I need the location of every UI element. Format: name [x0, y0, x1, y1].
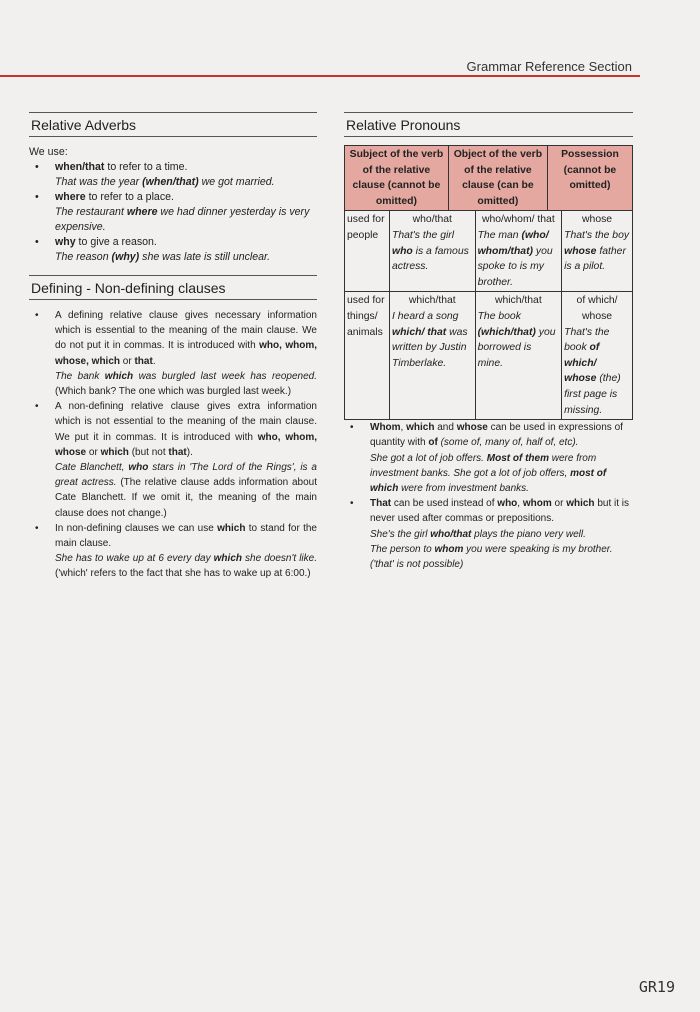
list-item: • where to refer to a place. The restaurant where we had dinner yesterday is very expensive.	[29, 190, 317, 235]
list-item: • why to give a reason. The reason (why) she was late is still unclear.	[29, 235, 317, 265]
pronoun-notes	[344, 420, 633, 572]
defining-heading: Defining - Non-defining clauses	[29, 275, 317, 300]
adverbs-intro: We use:	[29, 146, 68, 158]
page-number: GR19	[638, 978, 675, 996]
row-label: used for people	[345, 211, 390, 292]
row-label: used for things/ animals	[345, 292, 390, 420]
defining-list	[29, 308, 317, 582]
table-cell: whose That's the boy whose father is a pilot.	[562, 211, 633, 292]
table-cell: which/that I heard a song which/ that was written by Justin Timberlake.	[390, 292, 476, 420]
table-header-cell: Object of the verb of the relative clause (can be omitted)	[448, 146, 547, 211]
adverbs-list	[29, 160, 317, 265]
table-row	[345, 292, 633, 420]
list-item: • Whom, which and whose can be used in expressions of quantity with of (some of, many of, half of, etc). She got a lot of job offers. Most of them were from investment banks. She got a lot of job offers, most of which were from investment banks.	[344, 420, 633, 496]
list-item: • That can be used instead of who, whom or which but it is never used after commas or prepositions. She's the girl who/that plays the piano very well. The person to whom you were speaking is my brother. ('that' is not possible)	[344, 496, 633, 572]
header-rule	[0, 75, 640, 77]
table-header-cell: Subject of the verb of the relative clause (cannot be omitted)	[345, 146, 449, 211]
left-column	[29, 112, 317, 582]
relative-pronouns-heading: Relative Pronouns	[344, 112, 633, 137]
table-row	[345, 211, 633, 292]
list-item: • A defining relative clause gives necessary information which is essential to the meaning of the main clause. We do not put it in commas. It is introduced with who, whom, whose, which or that. The bank which was burgled last week has reopened. (Which bank? The one which was burgled last week.)	[29, 308, 317, 399]
table-cell: who/whom/ that The man (who/ whom/that) you spoke to is my brother.	[475, 211, 562, 292]
table-header-row	[345, 146, 633, 211]
relative-pronouns-table	[344, 145, 633, 211]
list-item: • In non-defining clauses we can use which to stand for the main clause. She has to wake up at 6 every day which she doesn't like. ('which' refers to the fact that she has to wake up at 6:00.)	[29, 521, 317, 582]
table-cell: which/that The book (which/that) you borrowed is mine.	[475, 292, 562, 420]
table-cell: who/that That's the girl who is a famous actress.	[390, 211, 476, 292]
section-title: Grammar Reference Section	[466, 59, 632, 74]
relative-adverbs-heading: Relative Adverbs	[29, 112, 317, 137]
relative-pronouns-body	[344, 210, 633, 420]
table-cell: of which/ whose That's the book of which/ whose (the) first page is missing.	[562, 292, 633, 420]
right-column	[344, 112, 633, 572]
table-header-cell: Possession (cannot be omitted)	[547, 146, 632, 211]
list-item: • A non-defining relative clause gives extra information which is not essential to the meaning of the main clause. We put it in commas. It is introduced with who, whom, whose or which (but not that). Cate Blanchett, who stars in 'The Lord of the Rings', is a great actress. (The relative clause adds information about Cate Blanchett. If we omit it, the meaning of the main clause does not change.)	[29, 399, 317, 521]
list-item: • when/that to refer to a time. That was the year (when/that) we got married.	[29, 160, 317, 190]
